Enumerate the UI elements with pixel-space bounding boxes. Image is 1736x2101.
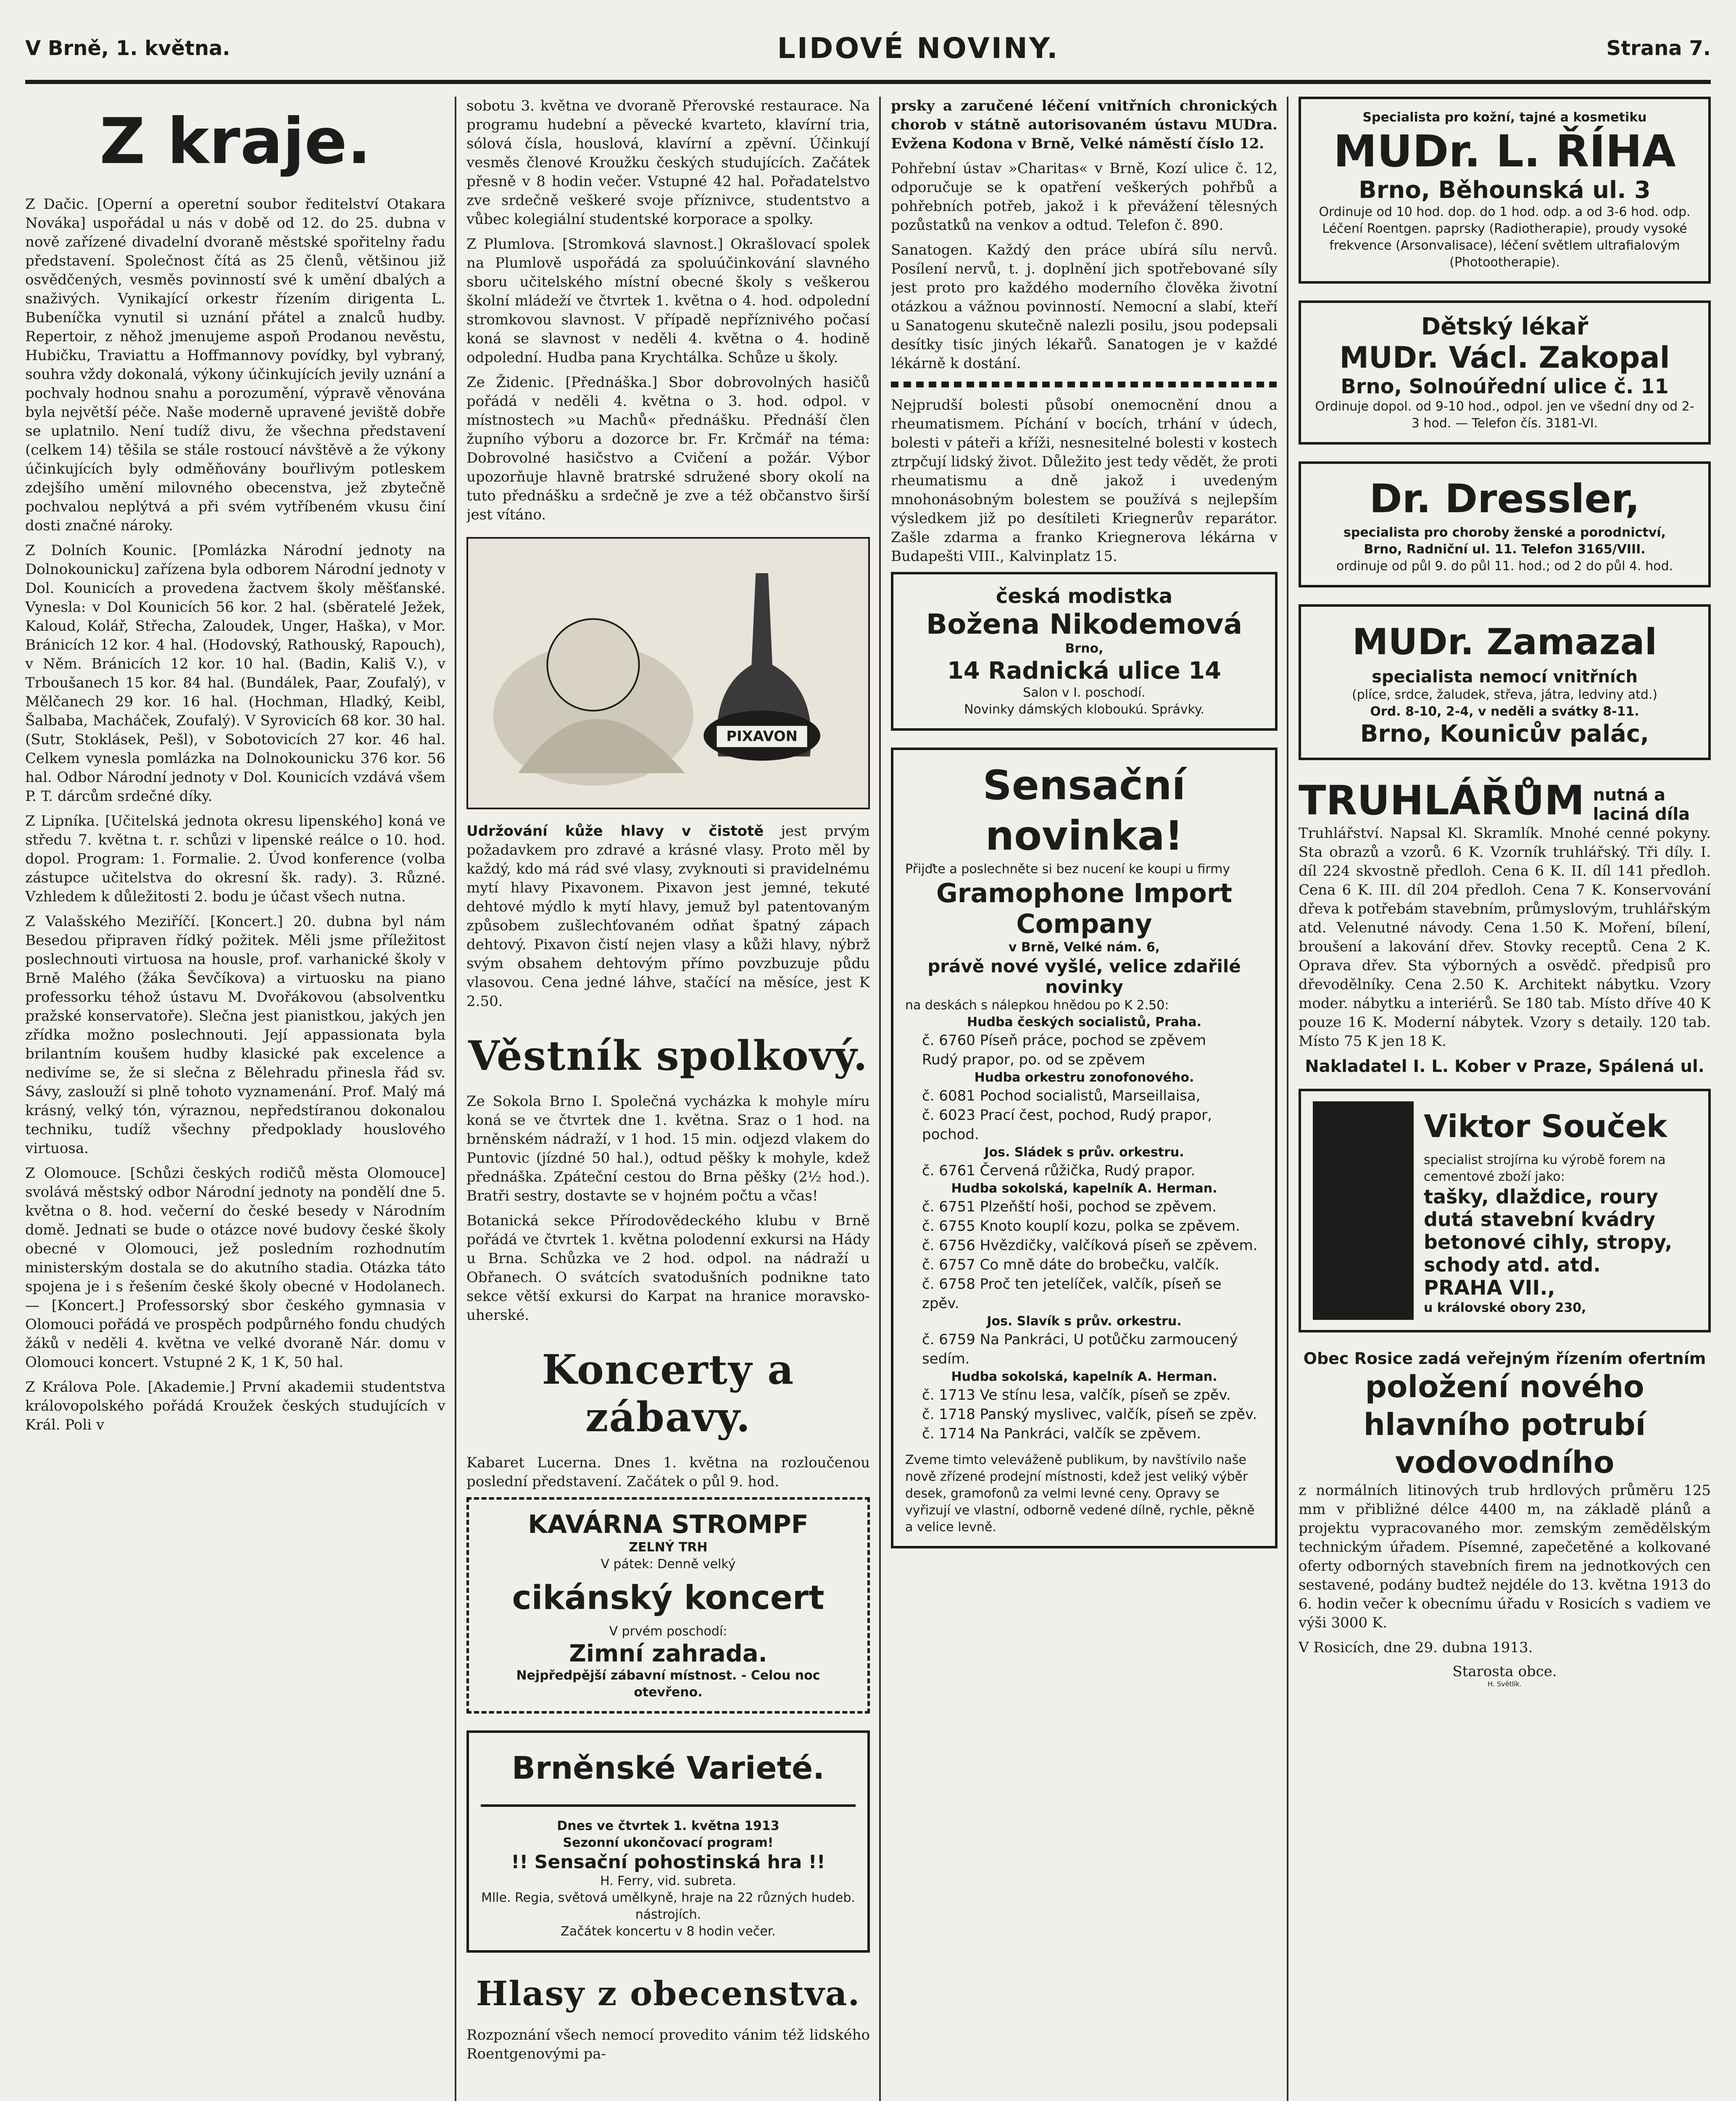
dressler-hours: ordinuje od půl 9. do půl 11. hod.; od 2 do půl 4. hod. <box>1336 559 1673 574</box>
zamazal-hours: Ord. 8-10, 2-4, v neděli a svátky 8-11. <box>1370 704 1639 719</box>
newspaper-page <box>25 17 1711 2101</box>
pixavon-label: PIXAVON <box>726 728 798 745</box>
pixavon-text: jest prvým požadavkem pro zdravé a krásné vlasy. Proto měl by každý, kdo má rád své vlasy, zvyknouti si pravidelnému mytí hlavy Pixavonem. Pixavon jest jemné, tekuté dehtové mýdlo k mytí hlavy, jemuž byl patentovaným způsobem zušlechťovaném odňat špatný zápach dehtový. Pixavon čistí nejen vlasy a kůži hlavy, nýbrž svým obsahem dehtovým přímo povzbuzuje půdu vlasovou. Cena jedné láhve, stačící na měsíce, jest K 2.50. <box>466 823 870 1010</box>
variete-line-2: Sezonní ukončovací program! <box>563 1835 774 1850</box>
soucek-name: Viktor Souček <box>1424 1108 1668 1145</box>
section-title-z-kraje: Z kraje. <box>99 105 371 178</box>
rosice-text: z normálních litinových trub hrdlových průměru 125 mm v přibližné délce 4400 m, na základě plánů a projektu vypracovaného mor. zemským zemědělským technickým úřadem. Písemné, zapečetěné a kolkované oferty odborných stavebních firem na jednotkových cen sestavené, podány budtež nejdéle do 13. května 1913 do 6. hodin večer k obecnímu úřadu v Rosicích s vadiem ve výši 3000 K. <box>1299 1482 1711 1631</box>
record-track: č. 6751 Plzeňští hoši, pochod se zpěvem. <box>922 1198 1217 1215</box>
column-rule <box>879 97 881 2101</box>
column-1 <box>25 97 445 1440</box>
strompf-line-2: cikánský koncert <box>512 1579 825 1617</box>
riha-name: MUDr. L. ŘÍHA <box>1333 126 1676 177</box>
soucek-address: u královské obory 230, <box>1424 1301 1586 1315</box>
variete-line-5: Mlle. Regia, světová umělkyně, hraje na 22 různých hudeb. nástrojích. <box>481 1890 855 1922</box>
page-number: Strana 7. <box>1606 37 1711 60</box>
kodon-ad: prsky a zaručené léčení vnitřních chronických chorob v státně autorisovaném ústavu MUDra. Evžena Kodona v Brně, Velké náměstí číslo 12. <box>891 97 1278 152</box>
hlasy-text: Rozpoznání všech nemocí provedito vánim též lidského Roentgenovými pa- <box>466 2027 870 2062</box>
record-track: č. 6081 Pochod socialistů, Marseillaisa, <box>922 1087 1201 1104</box>
strompf-line-5: Nejpředpější zábavní místnost. - Celou noc otevřeno. <box>516 1668 820 1700</box>
masthead: LIDOVÉ NOVINY. <box>777 32 1059 65</box>
article-dacice: Z Dačic. [Operní a operetní soubor ředitelství Otakara Nováka] uspořádal u nás v době od 12. do 25. dubna v nově zařízené divadelní dvoraně městské spořitelny řadu představení. Společnost čítá as 25 členů, většinou již osvědčených, vesměs povinností své k umění dbalých a snaživých. Vynikající orkestr řízením dirigenta L. Bubeníčka vynutil si uznání přátel a znalců hudby. Repertoir, z něhož jmenujeme aspoň Prodanou nevěstu, Hubičku, Traviattu a Hoffmannovy povídky, byl vybraný, souhra vždy dokonalá, výkony účinkujících jevily uznání a pochvaly hodnou snahu a porozumění, výpravě věnována byla největší péče. Naše moderně upravené jeviště dobře se uplatnilo. Není tudíž divu, že všechna představení (celkem 14) těšila se stále rostoucí návštěvě a že výkony účinkujících byly odměňovány bouřlivým potleskem zdejšího umění milovného obecenstva, jež zbytečně pochvalou neplýtvá a při svém vytříbeném vkusu činí dosti značné nároky. <box>25 196 445 534</box>
pixavon-illustration <box>466 537 870 809</box>
record-section <box>905 1180 1263 1313</box>
vestnik-sokol: Ze Sokola Brno I. Společná vycházka k mohyle míru koná se ve čtvrtek dne 1. května. Sraz o 1 hod. na brněnském nádraží, v 1 hod. 15 min. odjezd vlakem do Puntovic (jízdné 50 hal.), odtud pěšky k mohyle, kdež přednáška. Zpáteční cestou do Brna pěšky (2½ hod.). Bratři sestry, dostavte se v hojném počtu a včas! <box>466 1093 870 1204</box>
dressler-name: Dr. Dressler, <box>1369 476 1640 522</box>
sanatogen: Sanatogen. Každý den práce ubírá sílu nervů. Posílení nervů, t. j. doplnění jich spotřebované síly jest proto pro každého moderního člověka životní otázkou a vážnou povinností. Nemocní a slabí, kteří u Sanatogenu skutečně nalezli posilu, jsou podepsali desítky tisíc jiných lékařů. Sanatogen je v každé lékárně k dostání. <box>891 242 1278 372</box>
section-title-hlasy: Hlasy z obecenstva. <box>476 1974 861 2013</box>
ad-truhlarum <box>1299 777 1711 1076</box>
section-title-koncerty: Koncerty a zábavy. <box>542 1346 795 1441</box>
strompf-line-4: Zimní zahrada. <box>569 1640 767 1667</box>
modistka-name: Božena Nikodemová <box>926 608 1243 640</box>
zamazal-address: Brno, Kounicův palác, <box>1360 720 1649 748</box>
zamazal-name: MUDr. Zamazal <box>1352 621 1657 663</box>
article-continued: sobotu 3. května ve dvoraně Přerovské restaurace. Na programu hudební a pěvecké kvarteto, klavírní tria, sólová čísla, houslová, klavírní a zpěvní. Účinkují vesměs členové Kroužku českých studujících. Začátek přesně v 8 hodin večer. Vstupné 42 hal. Pořadatelstvo zve srdečně veškeré svoje příznivce, studentstvo a vůbec kolegiální studentské korporace a spolky. <box>466 97 870 228</box>
pixavon-bottle-icon <box>468 539 868 808</box>
record-section <box>905 1313 1263 1369</box>
rosice-date: V Rosicích, dne 29. dubna 1913. <box>1299 1639 1533 1656</box>
column-4 <box>1299 97 1711 1688</box>
record-track: č. 6756 Hvězdičky, valčíková píseň se zpěvem. <box>922 1237 1258 1254</box>
record-track: č. 6761 Červená růžička, Rudý prapor. <box>922 1162 1196 1179</box>
modistka-novinky: Novinky dámských kloboukú. Správky. <box>964 702 1204 717</box>
strompf-line-3: V prvém poschodí: <box>609 1624 727 1639</box>
article-kralovo-pole: Z Králova Pole. [Akademie.] První akademii studentstva královopolského pořádá Kroužek českých studujících v Král. Poli v <box>25 1379 445 1433</box>
modistka-salon: Salon v I. poschodí. <box>1023 685 1146 700</box>
section-title-vestnik: Věstník spolkový. <box>468 1032 868 1079</box>
separator <box>891 382 1278 387</box>
riha-address: Brno, Běhounská ul. 3 <box>1359 176 1651 204</box>
ad-dressler <box>1299 461 1711 587</box>
column-2 <box>466 97 870 2069</box>
record-track: č. 1718 Panský myslivec, valčík, píseň se zpěv. <box>922 1406 1257 1423</box>
koncerty-text: Kabaret Lucerna. Dnes 1. května na rozloučenou poslední představení. Začátek o půl 9. hod. <box>466 1454 870 1490</box>
zakopal-hours: Ordinuje dopol. od 9-10 hod., odpol. jen ve všední dny od 2-3 hod. — Telefon čís. 3181-VI. <box>1315 399 1694 431</box>
record-track: č. 6760 Píseň práce, pochod se zpěvem <box>922 1032 1206 1049</box>
article-zidenice: Ze Židenic. [Přednáška.] Sbor dobrovolných hasičů pořádá v neděli 4. května o 3. hod. odpol. v místnostech »u Machů« přednášku. Přednáší člen župního výboru a dozorce br. Fr. Krčmář na téma: Dobrovolné hasičstvo a Cvičení a požár. Výbor upozorňuje hlavně bratrské sdružené sbory okolí na tuto přednášku a srdečně je zve a též občanstvo širší jest vítáno. <box>466 374 870 523</box>
ad-modistka <box>891 572 1278 731</box>
header-date: V Brně, 1. května. <box>25 37 230 60</box>
truhlar-title: TRUHLÁŘŮM <box>1299 777 1585 824</box>
gramo-intro: Přijďte a poslechněte si bez nucení ke koupi u firmy <box>905 862 1230 877</box>
record-track: č. 6757 Co mně dáte do brobečku, valčík. <box>922 1256 1220 1273</box>
record-track: Rudý prapor, po. od se zpěvem <box>922 1051 1146 1068</box>
zakopal-name: MUDr. Václ. Zakopal <box>1339 340 1670 375</box>
riha-line-1: Specialista pro kožní, tajné a kosmetiku <box>1362 110 1647 125</box>
pohrebni-ustav: Pohřební ústav »Charitas« v Brně, Kozí ulice č. 12, odporučuje se k opatření veškerých pohřbů a pohřebních potřeb, jakož i k převážení tělesných pozůstatků na venkov a odtud. Telefon č. 890. <box>891 160 1278 234</box>
record-section <box>905 1369 1263 1443</box>
modistka-line-1: česká modistka <box>996 584 1173 608</box>
record-track: č. 6755 Knoto kouplí kozu, polka se zpěvem. <box>922 1218 1240 1235</box>
page-header <box>25 17 1711 84</box>
gramo-footer: Zveme timto veleváženě publikum, by navštívilo naše nově zřízené prodejní místnosti, kdež jest veliký výběr desek, gramofonů za velmi levné ceny. Opravy se vyřizují ve vlastní, odborně vedené dílně, rychle, pěkně a velice levně. <box>905 1453 1255 1535</box>
record-section-head: Jos. Slavík s prův. orkestru. <box>987 1314 1182 1329</box>
dressler-address: Brno, Radniční ul. 11. Telefon 3165/VIII. <box>1364 542 1646 557</box>
modistka-city: Brno, <box>1065 641 1104 656</box>
record-track: č. 6759 Na Pankráci, U potůčku zarmoucený sedím. <box>922 1331 1238 1367</box>
record-section-head: Hudba sokolská, kapelník A. Herman. <box>951 1181 1217 1196</box>
zamazal-organs: (plíce, srdce, žaludek, střeva, játra, ledviny atd.) <box>1351 687 1658 702</box>
variete-line-4: H. Ferry, vid. subreta. <box>600 1874 736 1888</box>
riha-hours: Ordinuje od 10 hod. dop. do 1 hod. odp. a od 3-6 hod. odp. <box>1319 205 1691 219</box>
ad-variete <box>466 1730 870 1953</box>
record-section <box>905 1069 1263 1144</box>
soucek-products: tašky, dlaždice, roury dutá stavební kvádry betonové cihly, stropy, schody atd. atd. <box>1424 1185 1673 1276</box>
stove-icon <box>1313 1101 1414 1320</box>
ad-rosice <box>1299 1349 1711 1688</box>
column-3 <box>891 97 1278 1565</box>
ad-gramophone <box>891 748 1278 1548</box>
record-section-head: Jos. Sládek s prův. orkestru. <box>984 1145 1184 1160</box>
record-section <box>905 1144 1263 1180</box>
sensace-title: Sensační novinka! <box>983 762 1186 859</box>
rheuma-ad: Nejprudší bolesti působí onemocnění dnou a rheumatismem. Píchání v bocích, trhání v údech, bolesti v páteři a kříži, nesnesitelné bolesti v kostech ztrpčují lidský život. Důležito jest tedy vědět, že proti rheumatismu a dně jakož i uvedeným mnohonásobným bolestem se používá s nejlepším výsledkem již po desítileti Kriegnerův reparátor. Zašle zdarma a franko Kriegnerova lékárna v Budapešti VIII., Kalvinplatz 15. <box>891 397 1278 565</box>
variete-line-6: Začátek koncertu v 8 hodin večer. <box>561 1924 776 1939</box>
article-plumlov: Z Plumlova. [Stromková slavnost.] Okrašlovací spolek na Plumlově uspořádá za spoluúčinkování slavného sboru učitelského místní obecné školy s veškerou školní mládeží ve čtvrtek 1. května o 4. hod. odpolední stromkovou slavnost. V případě nepříznivého počasí koná se slavnost v neděli 4. května o 4. hodině odpolední. Hudba pana Krychtálka. Schůze u školy. <box>466 236 870 366</box>
column-rule <box>455 97 456 2101</box>
kober-publisher: Nakladatel I. L. Kober v Praze, Spálená ul. <box>1305 1057 1704 1076</box>
zakopal-address: Brno, Solnoúřední ulice č. 11 <box>1341 375 1669 398</box>
gramo-name: Gramophone Import Company <box>936 878 1233 939</box>
rosice-sign-2: H. Světlík. <box>1488 1680 1522 1688</box>
variete-title: Brněnské Varieté. <box>511 1750 825 1786</box>
rosice-sign-1: Starosta obce. <box>1452 1663 1557 1680</box>
strompf-sub: ZELNÝ TRH <box>629 1540 708 1555</box>
article-lipnik: Z Lipníka. [Učitelská jednota okresu lipenského] koná ve středu 7. května t. r. schůzi v lipenské reálce o 10. hod. dopol. Program: 1. Formalie. 2. Úvod konference (volba zástupce učitelstva do okresní šk. rady). 3. Různé. Vzhledem k důležitosti 2. bodu je účast všech nutna. <box>25 813 445 905</box>
variete-line-3: !! Sensační pohostinská hra !! <box>511 1851 825 1873</box>
ad-soucek <box>1299 1089 1711 1332</box>
record-section <box>905 1014 1263 1069</box>
zamazal-spec: specialista nemocí vnitřních <box>1372 667 1638 687</box>
article-dolni-kounice: Z Dolních Kounic. [Pomlázka Národní jednoty na Dolnokounicku] zařízena byla odborem Národní jednoty v Dol. Kounicích a provedena žactvem školy měšťanské. Vynesla: v Dol Kounicích 56 kor. 2 hal. (sběratelé Ježek, Kaloud, Kolář, Střecha, Zaloudek, Unger, Haška), v Mor. Bránicích 12 kor. 4 hal. (Hodovský, Rathouský, Rapouch), v Něm. Bránicích 12 kor. 10 hal. (Badin, Kališ V.), v Trboušanech 15 kor. 84 hal. (Bundálek, Paar, Zoufalý), v Mělčanech 29 kor. 16 hal. (Hochman, Hladký, Keibl, Šalbaba, Macháček, Zoufalý). V Syrovicích 68 kor. 30 hal. (Sutr, Stoklásek, Pešl), v Sobotovicích 27 kor. 46 hal. Celkem vynesla pomlázka na Dolnokounicku 376 kor. 56 hal. Odbor Národní jednoty v Dol. Kounicích vzdává všem P. T. dárcům srdečné díky. <box>25 542 445 805</box>
modistka-address: 14 Radnická ulice 14 <box>947 657 1222 685</box>
gramo-headline: právě nové vyšlé, velice zdařilé novinky <box>927 956 1241 997</box>
record-section-head: Hudba sokolská, kapelník A. Herman. <box>951 1369 1217 1384</box>
article-olomouc: Z Olomouce. [Schůzi českých rodičů města Olomouce] svolává městský odbor Národní jednoty na pondělí dne 5. května o 8. hod. večerní do české besedy v Národním domě. Jednati se bude o otázce nové budovy české školy obecné v Olomouci, jež posledním rozhodnutím ministerským dostala se do akutního stadia. Otázka táto spojena je i s řešením české školy obecné v Hodolanech. — [Koncert.] Professorský sbor českého gymnasia v Olomouci pořádá ve prospěch podpůrného fondu chudých žáků v neděli 4. května ve velké dvoraně Nár. domu v Olomouci koncert. Vstupné 2 K, 1 K, 50 hal. <box>25 1165 445 1371</box>
truhlar-sub: nutná a laciná díla <box>1593 785 1690 824</box>
gramo-price: na deskách s nálepkou hnědou po K 2.50: <box>905 998 1169 1013</box>
rosice-intro: Obec Rosice zadá veřejným řízením ofertním <box>1303 1349 1706 1368</box>
ad-zamazal <box>1299 604 1711 760</box>
ad-zakopal <box>1299 300 1711 445</box>
rosice-title: položení nového hlavního potrubí vodovodního <box>1363 1369 1646 1480</box>
vestnik-botanika: Botanická sekce Přírodovědeckého klubu v Brně pořádá ve čtvrtek 1. května polodenní exkursi na Hády u Brna. Schůzka ve 2 hod. odpol. na nádraží u Obřanech. O svátcích svatodušních podnikne tato sekce větší exkursi do Karpat na hranice moravsko-uherské. <box>466 1212 870 1324</box>
record-track: č. 6758 Proč ten jetelíček, valčík, píseň se zpěv. <box>922 1276 1222 1312</box>
ad-kavarna-strompf <box>466 1497 870 1714</box>
record-track: č. 6023 Prací čest, pochod, Rudý prapor, pochod. <box>922 1107 1212 1143</box>
strompf-title: KAVÁRNA STROMPF <box>528 1510 809 1539</box>
zakopal-line-1: Dětský lékař <box>1421 313 1588 340</box>
record-track: č. 1714 Na Pankráci, valčík se zpěvem. <box>922 1425 1201 1442</box>
truhlar-text: Truhlářství. Napsal Kl. Skramlík. Mnohé cenné pokyny. Sta obrazů a vzorů. 6 K. Vzorník truhlářský. Tři díly. I. díl 224 skvostně předloh. Cena 6 K. II. díl 141 předloh. Cena 6 K. III. díl 204 předloh. Cena 7 K. Konservování dřeva k potřebám stavebním, průmyslovým, truhlářským atd. Velenutné návody. Cena 1.50 K. Moření, bílení, broušení a lakování dřev. Stovky receptů. Cena 2 K. Oprava dřev. Sta výborných a osvědč. předpisů pro dřevodělníky. Cena 2.50 K. Architekt nábytku. Vzory moder. nábytku a interiérů. Se 180 tab. Místo dříve 40 K pouze 16 K. Moderní nábytek. Vzory s detaily. 120 tab. Místo 75 K jen 18 K. <box>1299 825 1711 1050</box>
pixavon-title: Udržování kůže hlavy v čistotě <box>466 823 764 840</box>
variete-line-1: Dnes ve čtvrtek 1. května 1913 <box>557 1819 780 1833</box>
column-rule <box>1287 97 1288 2101</box>
record-section-head: Hudba orkestru zonofonového. <box>974 1070 1194 1085</box>
soucek-city: PRAHA VII., <box>1424 1276 1555 1300</box>
soucek-desc: specialist strojírna ku výrobě forem na cementové zboží jako: <box>1424 1153 1666 1184</box>
ad-riha <box>1299 97 1711 284</box>
riha-therapy: Léčení Roentgen. paprsky (Radiotherapie), proudy vysoké frekvence (Arsonvalisace), léčení světlem ultrafialovým (Photootherapie). <box>1322 221 1687 270</box>
article-valasske-mezirici: Z Valašského Meziříčí. [Koncert.] 20. dubna byl nám Besedou připraven řídký požitek. Měli jsme příležitost poslechnouti virtuosa na housle, prof. varhanické školy v Brně Malého (žáka Ševčíkova) a virtuosku na piano professorku téhož ústavu M. Dvořákovou (absolventku pražské konservatoře). Slečna jest pianistkou, jakých jen zřídka možno poslechnouti. Její appassionata byla brilantním koušem hudby klasické pak excelence a nedivíme se, že si slečna z Bělehradu přinesla řád sv. Sávy, zaslouží si plně tohoto vyznamenání. Prof. Malý má krásný, velký tón, výraznou, nepředstíranou dokonalou techniku, tudíž všechny předpoklady houslového virtuosa. <box>25 913 445 1157</box>
strompf-line-1: V pátek: Denně velký <box>601 1557 736 1572</box>
record-section-head: Hudba českých socialistů, Praha. <box>967 1015 1201 1029</box>
gramo-address: v Brně, Velké nám. 6, <box>1008 940 1160 955</box>
dressler-spec: specialista pro choroby ženské a porodnictví, <box>1343 525 1666 540</box>
record-track: č. 1713 Ve stínu lesa, valčík, píseň se zpěv. <box>922 1387 1231 1403</box>
